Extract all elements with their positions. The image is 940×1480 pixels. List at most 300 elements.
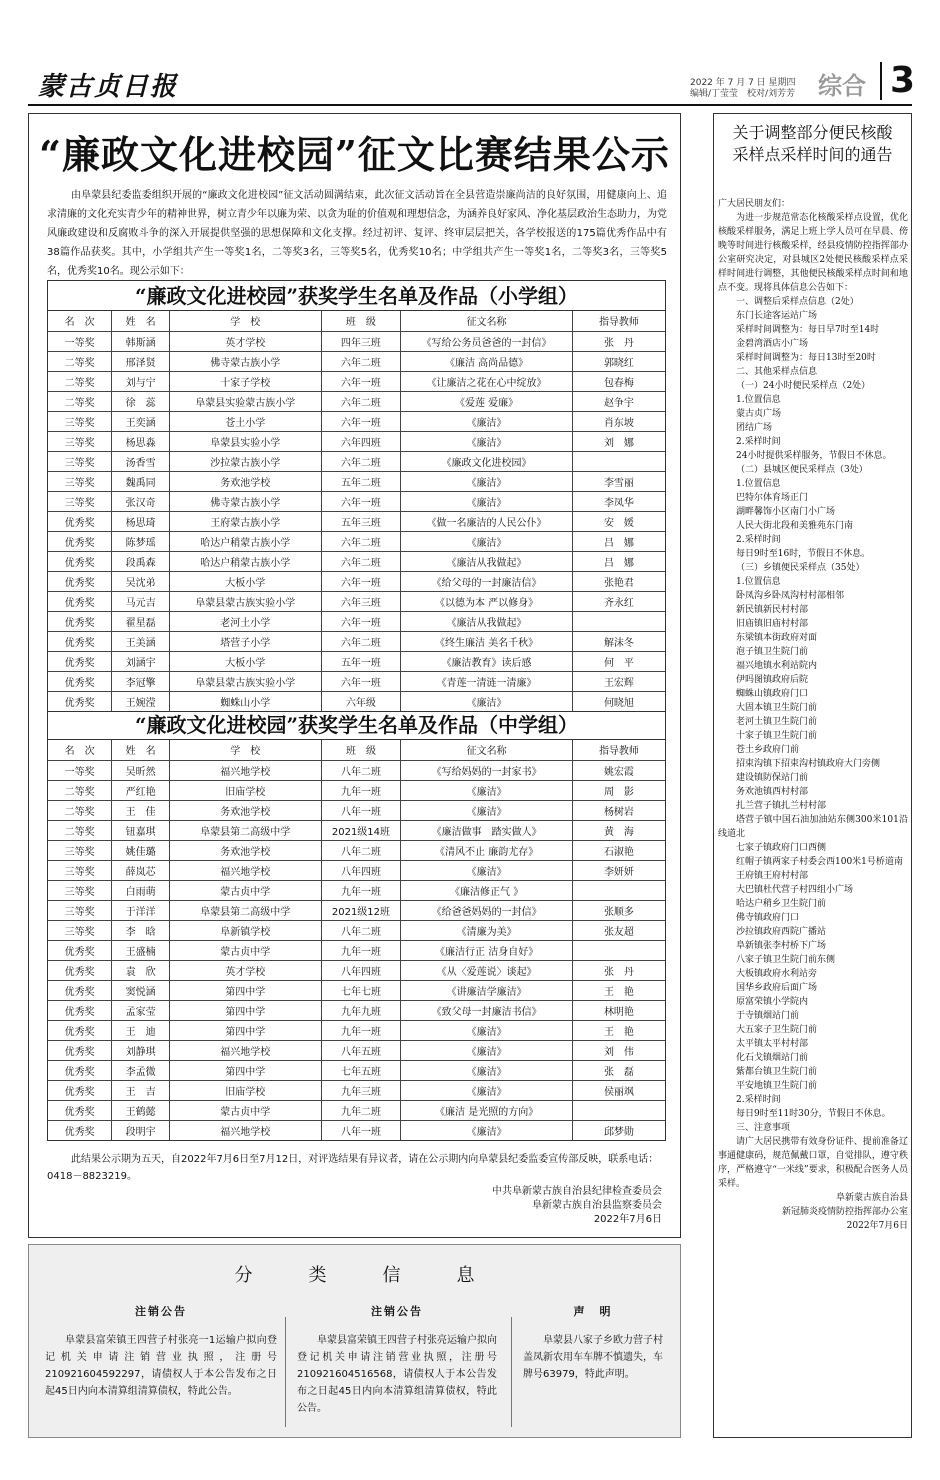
table-cell: 王美涵 [112, 631, 170, 651]
table-cell: 八年二班 [321, 840, 401, 860]
table-cell: 李 晗 [112, 920, 170, 940]
notice-paragraph: 紫都台镇卫生院门前 [736, 1067, 818, 1077]
table-header-row [48, 311, 665, 331]
table-cell: 吴沈弟 [112, 571, 170, 591]
table-row [48, 491, 665, 511]
table-cell: 三等奖 [48, 920, 112, 940]
table-cell: 《做一名廉洁的人民公仆》 [401, 511, 573, 531]
table-cell: 英才学校 [170, 331, 322, 351]
table-cell: 吕 娜 [572, 531, 665, 551]
middle-award-table [48, 740, 665, 1140]
table-cell: 李凤华 [572, 491, 665, 511]
table-cell: 《写给公务员爸爸的一封信》 [401, 331, 573, 351]
classified-heading: 注销公告 [135, 1305, 187, 1318]
table-cell: 窦悦涵 [112, 980, 170, 1000]
table-cell: 福兴地学校 [170, 760, 322, 780]
table-cell: 哈达户稍蒙古族小学 [170, 531, 322, 551]
table-cell: 2021级12班 [321, 900, 401, 920]
notice-paragraph: 大板镇政府水利站旁 [736, 969, 818, 979]
table-cell: 六年二班 [321, 551, 401, 571]
notice-title-line: 采样点采样时间的通告 [732, 145, 893, 164]
notice-paragraph: 十家子镇卫生院门前 [736, 731, 818, 741]
table-cell: 旧庙学校 [170, 780, 322, 800]
table-cell: 六年一班 [321, 371, 401, 391]
table-cell: 八年一班 [321, 1120, 401, 1140]
header-info [690, 78, 796, 100]
table-cell: 李雪丽 [572, 471, 665, 491]
table-cell: 《廉洁做事 踏实做人》 [401, 820, 573, 840]
main-article [28, 113, 681, 1238]
table-cell: 包春梅 [572, 371, 665, 391]
notice-paragraph: 原富荣镇小学院内 [736, 997, 809, 1007]
table-cell: 《廉洁》 [401, 1080, 573, 1100]
notice-paragraph: 每日9时至11时30分，节假日不休息。 [736, 1109, 891, 1119]
table-cell: 三等奖 [48, 411, 112, 431]
table-header-row [48, 740, 665, 760]
notice-paragraph: 大五家子卫生院门前 [736, 1025, 818, 1035]
table-cell: 黄 海 [572, 820, 665, 840]
table-row [48, 571, 665, 591]
notice-paragraph: 1.位置信息 [736, 479, 781, 489]
table-cell: 优秀奖 [48, 940, 112, 960]
table-cell: 优秀奖 [48, 531, 112, 551]
table-cell: 优秀奖 [48, 1020, 112, 1040]
table-cell: 阜蒙县蒙古族实验小学 [170, 671, 322, 691]
table-row [48, 611, 665, 631]
table-cell: 三等奖 [48, 860, 112, 880]
editor-line: 编辑/丁莹莹 校对/刘芳芳 [690, 89, 796, 99]
notice-paragraph: 国华乡政府后面广场 [736, 983, 818, 993]
table-cell: 《清廉为美》 [401, 920, 573, 940]
table-cell: 《给爸爸妈妈的一封信》 [401, 900, 573, 920]
table-cell: 福兴地学校 [170, 1040, 322, 1060]
notice-paragraph: 招束沟镇下招束沟村镇政府大门旁侧 [736, 759, 881, 769]
table-cell [572, 451, 665, 471]
table-cell: 老河土小学 [170, 611, 322, 631]
table-cell: 优秀奖 [48, 1120, 112, 1140]
table-cell: 二等奖 [48, 371, 112, 391]
table-cell: 阜蒙县实验蒙古族小学 [170, 391, 322, 411]
column-header: 名 次 [48, 311, 112, 331]
notice-paragraph: 老河土镇卫生院门前 [736, 717, 818, 727]
table-cell: 《爱莲 爱廉》 [401, 391, 573, 411]
table-cell: 六年二班 [321, 631, 401, 651]
notice-paragraph: 卧凤沟乡卧凤沟村村部相邻 [736, 591, 845, 601]
table-cell: 《给父母的一封廉洁信》 [401, 571, 573, 591]
table-row [48, 780, 665, 800]
masthead-logo: 蒙古贞日报 [38, 72, 179, 102]
table-cell: 白雨萌 [112, 880, 170, 900]
table-cell: 王 佳 [112, 800, 170, 820]
notice-paragraph: 旧庙镇旧庙村村部 [736, 619, 809, 629]
notice-paragraph: 请广大居民携带有效身份证件、提前准备辽事通健康码，规范佩戴口罩，自觉排队，遵守秩序，严格遵守“一米线”要求，积极配合医务人员采样。 [718, 1137, 908, 1189]
table-cell: 优秀奖 [48, 960, 112, 980]
table-cell: 六年一班 [321, 491, 401, 511]
notice-paragraph: 哈达户稍乡卫生院门前 [736, 899, 827, 909]
table-cell: 王宏辉 [572, 671, 665, 691]
article-signature [492, 1185, 662, 1227]
table-cell: 周 影 [572, 780, 665, 800]
table-cell: 优秀奖 [48, 571, 112, 591]
table-cell: 《廉洁从我做起》 [401, 611, 573, 631]
table-cell: 六年一班 [321, 411, 401, 431]
table-cell: 杨思琦 [112, 511, 170, 531]
table-cell: 福兴地学校 [170, 860, 322, 880]
table-cell: 《廉洁》 [401, 1120, 573, 1140]
table-row [48, 800, 665, 820]
signature-date: 2022年7月6日 [593, 1214, 662, 1225]
column-divider [285, 1317, 286, 1427]
table-cell: 优秀奖 [48, 511, 112, 531]
table-row [48, 1100, 665, 1120]
table-cell: 大板小学 [170, 571, 322, 591]
table-cell: 王鹤懿 [112, 1100, 170, 1120]
table-row [48, 940, 665, 960]
table-row [48, 431, 665, 451]
table-cell: 吕 娜 [572, 551, 665, 571]
notice-paragraph: 2.采样时间 [736, 437, 781, 447]
table-cell: 《廉洁修正气 》 [401, 880, 573, 900]
notice-body [718, 197, 908, 1233]
table-cell: 阜蒙县第二高级中学 [170, 820, 322, 840]
notice-paragraph: 东梁镇本街政府对面 [736, 633, 818, 643]
table-cell: 徐 蕊 [112, 391, 170, 411]
table-row [48, 331, 665, 351]
table-cell: 六年级 [321, 691, 401, 711]
table-cell [572, 880, 665, 900]
table-cell: 《廉洁》 [401, 531, 573, 551]
table-cell: 七年五班 [321, 1060, 401, 1080]
table-cell: 《致父母一封廉洁书信》 [401, 1000, 573, 1020]
table-cell: 《清风不止 廉韵尤存》 [401, 840, 573, 860]
table-cell: 《廉洁》 [401, 1040, 573, 1060]
table-cell: 三等奖 [48, 471, 112, 491]
notice-signature: 新冠肺炎疫情防控指挥部办公室 [781, 1207, 908, 1217]
table-cell: 杨树岩 [572, 800, 665, 820]
table-cell: 阜新镇学校 [170, 920, 322, 940]
notice-paragraph: 采样时间调整为：每日早7时至14时 [736, 325, 880, 335]
notice-title [714, 122, 911, 166]
table-cell: 六年一班 [321, 571, 401, 591]
table-cell: 九年二班 [321, 1100, 401, 1120]
table-row [48, 411, 665, 431]
table-cell: 九年一班 [321, 940, 401, 960]
table-cell: 八年二班 [321, 760, 401, 780]
table-cell: 务欢池学校 [170, 800, 322, 820]
table-row [48, 671, 665, 691]
column-header: 姓 名 [112, 740, 170, 760]
middle-table-box [47, 710, 666, 1141]
table-cell: 《廉洁》 [401, 691, 573, 711]
table-cell: 姚宏霞 [572, 760, 665, 780]
table-row [48, 920, 665, 940]
table-row [48, 551, 665, 571]
table-cell: 韩斯涵 [112, 331, 170, 351]
table-cell: 王奕涵 [112, 411, 170, 431]
section-name: 综合 [818, 72, 866, 100]
notice-paragraph: 为进一步规范常态化核酸采样点设置，优化核酸采样服务，满足上班上学人员可在早晨、傍晚等时间进行核酸采样，经县疫情防控指挥部办公室研究决定，对县城区2处便民核酸采样点采样时间进行调整，其他便民核酸采样点时间和地点不变。现将具体信息公告如下： [718, 213, 908, 293]
table-cell: 张友超 [572, 920, 665, 940]
table-cell: 石淑艳 [572, 840, 665, 860]
table-cell: 邱梦勋 [572, 1120, 665, 1140]
notice-paragraph: 24小时提供采样服务，节假日不休息。 [736, 451, 892, 461]
classified-heading: 注销公告 [371, 1305, 423, 1318]
table-cell: 优秀奖 [48, 651, 112, 671]
classified-title: 分类信息 [234, 1265, 531, 1286]
table-row [48, 820, 665, 840]
date-line: 2022 年 7 月 7 日 星期四 [690, 78, 796, 88]
table-cell: 六年四班 [321, 431, 401, 451]
table-cell: 优秀奖 [48, 611, 112, 631]
table-cell: 苍土小学 [170, 411, 322, 431]
table-cell: 《廉洁行正 洁身自好》 [401, 940, 573, 960]
table-cell: 沙拉蒙古族小学 [170, 451, 322, 471]
table-cell: 六年二班 [321, 391, 401, 411]
table-cell: 二等奖 [48, 780, 112, 800]
table-cell: 八年二班 [321, 920, 401, 940]
notice-signature: 2022年7月6日 [846, 1221, 908, 1231]
article-title: “廉政文化进校园”征文比赛结果公示 [39, 132, 670, 177]
table-cell: 解沫冬 [572, 631, 665, 651]
table-cell: 张汉奇 [112, 491, 170, 511]
table-cell: 于洋洋 [112, 900, 170, 920]
table-cell: 赵争宇 [572, 391, 665, 411]
table-cell: 林明艳 [572, 1000, 665, 1020]
table-row [48, 1040, 665, 1060]
classified-text: 阜蒙县八家子乡欧力营子村盖凤新农用车车牌不慎遗失，车牌号63979，特此声明。 [523, 1335, 663, 1380]
table-row [48, 511, 665, 531]
table-cell: 张 磊 [572, 1060, 665, 1080]
table-cell: 王婉滢 [112, 691, 170, 711]
notice-paragraph: 湖畔馨饰小区南门小广场 [736, 507, 836, 517]
classified-text: 阜蒙县富荣镇王四营子村张亮运输户拟向登记机关申请注销营业执照，注册号210921604516568，请债权人于本公告发布之日起45日内向本清算组清算债权，特此公告。 [297, 1335, 497, 1414]
notice-paragraph: 化石戈镇烟站门前 [736, 1053, 809, 1063]
table-cell: 王 迪 [112, 1020, 170, 1040]
notice-paragraph: 大巴镇杜代营子村四组小广场 [736, 885, 854, 895]
table-cell: 蒙古贞中学 [170, 1100, 322, 1120]
notice-paragraph: 巴特尔体育场正门 [736, 493, 809, 503]
notice-paragraph: 扎兰营子镇扎兰村村部 [736, 801, 827, 811]
table-cell: 大板小学 [170, 651, 322, 671]
header-rule [28, 104, 912, 106]
table-cell: 马元吉 [112, 591, 170, 611]
table-row [48, 391, 665, 411]
table-cell: 《廉洁 高尚品德》 [401, 351, 573, 371]
table-row [48, 691, 665, 711]
table-cell: 齐永红 [572, 591, 665, 611]
notice-paragraph: 建设镇防保站门前 [736, 773, 809, 783]
column-header: 指导教师 [572, 311, 665, 331]
table-cell: 刘静琪 [112, 1040, 170, 1060]
table-cell: 《廉洁 是光照的方向》 [401, 1100, 573, 1120]
table-cell: 六年一班 [321, 671, 401, 691]
table-cell: 李冠擎 [112, 671, 170, 691]
table-cell: 蒙古贞中学 [170, 880, 322, 900]
table-row [48, 631, 665, 651]
table-cell: 《讲廉洁学廉洁》 [401, 980, 573, 1000]
table-cell: 第四中学 [170, 1000, 322, 1020]
table-cell: 务欢池学校 [170, 840, 322, 860]
table-cell: 旧庙学校 [170, 1080, 322, 1100]
table-cell: 《写给妈妈的一封家书》 [401, 760, 573, 780]
table-cell: 张 丹 [572, 960, 665, 980]
table-cell: 优秀奖 [48, 1060, 112, 1080]
table-cell: 三等奖 [48, 900, 112, 920]
table-cell: 九年九班 [321, 1000, 401, 1020]
table-cell: 五年二班 [321, 471, 401, 491]
table-cell: 刘与宁 [112, 371, 170, 391]
notice-paragraph: 红帽子镇两家子村委会西100米1号桥道南 [736, 857, 903, 867]
table-cell: 肖东坡 [572, 411, 665, 431]
table-cell [572, 611, 665, 631]
column-header: 指导教师 [572, 740, 665, 760]
table-cell: 张顺多 [572, 900, 665, 920]
table-cell: 魏禹同 [112, 471, 170, 491]
column-divider [511, 1317, 512, 1427]
table-cell: 段明宇 [112, 1120, 170, 1140]
table-row [48, 860, 665, 880]
notice-paragraph: 东门长途客运站广场 [736, 311, 818, 321]
table-cell: 2021级14班 [321, 820, 401, 840]
notice-paragraph: 太平镇太平村村部 [736, 1039, 809, 1049]
table-cell: 《廉洁教育》读后感 [401, 651, 573, 671]
column-header: 班 级 [321, 311, 401, 331]
table-cell: 王府蒙古族小学 [170, 511, 322, 531]
table-cell: 吴昕然 [112, 760, 170, 780]
table-row [48, 960, 665, 980]
table-row [48, 900, 665, 920]
table-cell: 姚佳璐 [112, 840, 170, 860]
table-cell: 《从〈爱莲说〉谈起》 [401, 960, 573, 980]
table-row [48, 351, 665, 371]
table-cell: 优秀奖 [48, 591, 112, 611]
table-cell: 王 艳 [572, 1020, 665, 1040]
table-cell: 第四中学 [170, 980, 322, 1000]
notice-paragraph: 每日9时至16时，节假日不休息。 [736, 549, 871, 559]
classified-heading: 声 明 [573, 1305, 613, 1318]
table-cell: 优秀奖 [48, 1080, 112, 1100]
table-cell: 六年二班 [321, 351, 401, 371]
table-cell: 三等奖 [48, 451, 112, 471]
table-row [48, 1000, 665, 1020]
classified-text: 阜蒙县富荣镇王四营子村张亮一1运输户拟向登记机关申请注销营业执照，注册号210921604592297，请债权人于本公告发布之日起45日内向本清算组清算债权，特此公告。 [45, 1335, 277, 1397]
table-cell: 《廉洁》 [401, 411, 573, 431]
table-cell: 九年一班 [321, 1020, 401, 1040]
table-cell: 张艳君 [572, 571, 665, 591]
column-header: 学 校 [170, 311, 322, 331]
column-header: 班 级 [321, 740, 401, 760]
article-intro: 由阜蒙县纪委监委组织开展的“廉政文化进校园”征文活动圆满结束，此次征文活动旨在全县营造崇廉尚洁的良好氛围，用健康向上、追求清廉的文化充实青少年的精神世界，树立青少年以廉为荣、以贪为耻的价值观和理想信念，为涵养良好家风、净化基层政治生态助力，为党风廉政建设和反腐败斗争的深入开展提供坚强的思想保障和文化支撑。经过初评、复评、终审层层把关，各学校报送的175篇优秀作品中有38篇作品获奖。其中，小学组共产生一等奖1名，二等奖3名，三等奖5名，优秀奖10名；中学组共产生一等奖1名，二等奖3名，三等奖5名，优秀奖10名。现公示如下： [47, 190, 667, 277]
table-cell [572, 940, 665, 960]
table-cell: 《廉洁》 [401, 800, 573, 820]
table-cell: 二等奖 [48, 391, 112, 411]
middle-table-title: “廉政文化进校园”获奖学生名单及作品（中学组） [48, 710, 665, 740]
notice-paragraph: 阜新镇张李村桥下广场 [736, 941, 827, 951]
notice-paragraph: 人民大街北段和美雅苑东门南 [736, 521, 854, 531]
notice-paragraph: 广大居民朋友们： [718, 199, 791, 209]
table-cell: 袁 欣 [112, 960, 170, 980]
table-cell: 二等奖 [48, 800, 112, 820]
table-cell: 九年一班 [321, 780, 401, 800]
notice-paragraph: 1.位置信息 [736, 577, 781, 587]
notice-paragraph: （一）24小时便民采样点（2处） [736, 381, 871, 391]
table-row [48, 840, 665, 860]
table-cell: 优秀奖 [48, 1000, 112, 1020]
table-cell: 蒙古贞中学 [170, 940, 322, 960]
table-row [48, 371, 665, 391]
table-cell: 六年二班 [321, 451, 401, 471]
table-cell: 英才学校 [170, 960, 322, 980]
table-cell: 《廉洁》 [401, 1060, 573, 1080]
table-row [48, 471, 665, 491]
notice-paragraph: 泡子镇卫生院门前 [736, 647, 809, 657]
notice-paragraph: 三、注意事项 [736, 1123, 791, 1133]
table-cell: 何晓旭 [572, 691, 665, 711]
table-row [48, 980, 665, 1000]
table-cell: 李孟微 [112, 1060, 170, 1080]
table-cell: 《廉洁》 [401, 1020, 573, 1040]
table-cell: 薛岚芯 [112, 860, 170, 880]
table-cell: 《廉洁》 [401, 431, 573, 451]
notice-paragraph: 七家子镇政府门口西侧 [736, 843, 827, 853]
table-cell: 四年三班 [321, 331, 401, 351]
table-cell: 《廉政文化进校园》 [401, 451, 573, 471]
table-cell: 佛寺蒙古族小学 [170, 351, 322, 371]
table-row [48, 760, 665, 780]
table-cell: 孟家莹 [112, 1000, 170, 1020]
table-row [48, 591, 665, 611]
notice-paragraph: 沙拉镇政府西院广播站 [736, 927, 827, 937]
notice-paragraph: （三）乡镇便民采样点（35处） [736, 563, 865, 573]
notice-paragraph: 佛寺镇政府门口 [736, 913, 800, 923]
notice-paragraph: 务欢池镇西村村部 [736, 787, 809, 797]
notice-paragraph: 二、其他采样点信息 [736, 367, 818, 377]
table-cell: 塔营子小学 [170, 631, 322, 651]
table-cell: 八年四班 [321, 860, 401, 880]
notice-paragraph: 采样时间调整为：每日13时至20时 [736, 353, 876, 363]
notice-paragraph: 伊吗图镇政府后院 [736, 675, 809, 685]
table-cell: 第四中学 [170, 1060, 322, 1080]
table-cell: 张 丹 [572, 331, 665, 351]
table-cell: 《廉洁》 [401, 860, 573, 880]
table-cell: 邢泽贤 [112, 351, 170, 371]
table-cell: 三等奖 [48, 840, 112, 860]
table-cell: 二等奖 [48, 351, 112, 371]
table-cell: 六年三班 [321, 591, 401, 611]
table-cell: 段禹森 [112, 551, 170, 571]
notice-paragraph: 福兴地镇水利站院内 [736, 661, 818, 671]
table-cell: 阜蒙县实验小学 [170, 431, 322, 451]
table-row [48, 1120, 665, 1140]
signature-line: 中共阜新蒙古族自治县纪律检查委员会 [492, 1186, 662, 1197]
table-cell: 王 艳 [572, 980, 665, 1000]
table-cell: 优秀奖 [48, 1100, 112, 1120]
notice-paragraph: 蒙古贞广场 [736, 409, 782, 419]
table-cell: 务欢池学校 [170, 471, 322, 491]
classified-item [523, 1303, 663, 1383]
table-cell: 侯丽飒 [572, 1080, 665, 1100]
column-header: 征文名称 [401, 740, 573, 760]
table-cell: 王 吉 [112, 1080, 170, 1100]
signature-line: 阜新蒙古族自治县监察委员会 [532, 1200, 662, 1211]
notice-paragraph: 八家子镇卫生院门前东侧 [736, 955, 836, 965]
table-cell: 蜘蛛山小学 [170, 691, 322, 711]
table-cell: 翟星磊 [112, 611, 170, 631]
classified-item [297, 1303, 497, 1417]
notice-paragraph: 塔营子镇中国石油加油站东侧300米101沿线道北 [718, 815, 908, 839]
table-cell [572, 1100, 665, 1120]
table-cell: 何 平 [572, 651, 665, 671]
